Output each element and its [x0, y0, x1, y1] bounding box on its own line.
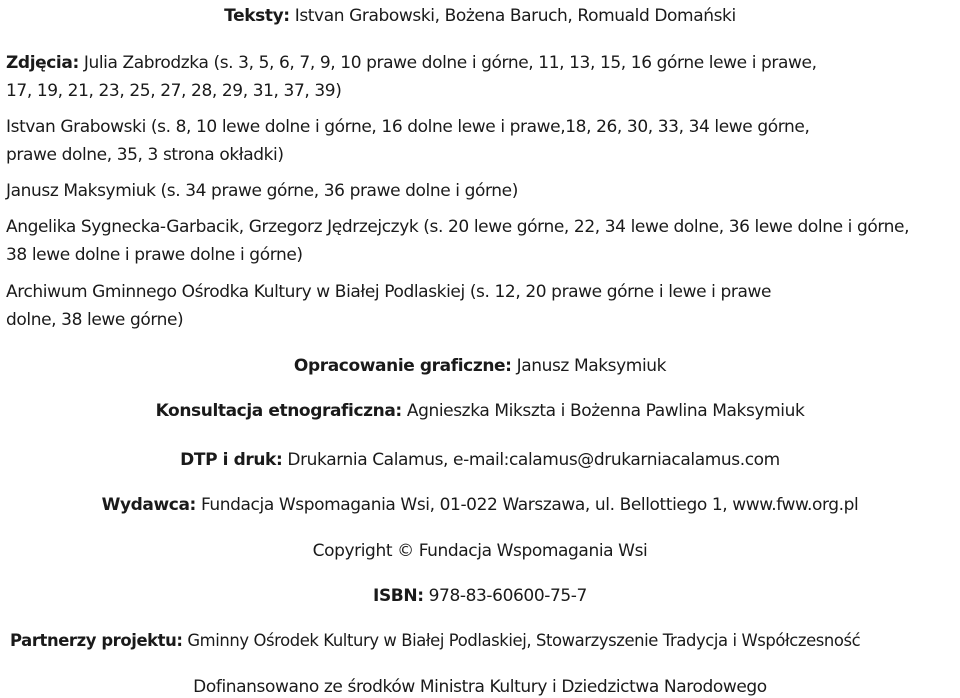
- funding-line: Dofinansowano ze środków Ministra Kultury i Dziedzictwa Narodowego: [193, 677, 767, 697]
- texts-value: Istvan Grabowski, Bożena Baruch, Romuald Domański: [294, 6, 736, 26]
- dtp-print-label: DTP i druk: [180, 450, 276, 470]
- partners-label: Partnerzy projektu: [10, 631, 177, 650]
- texts-label: Teksty: [224, 6, 284, 26]
- isbn-value: 978-83-60600-75-7: [428, 586, 587, 606]
- photos-label: Zdjęcia: [6, 53, 73, 73]
- publisher-value: Fundacja Wspomagania Wsi, 01-022 Warszawa, ul. Bellottiego 1, www.fww.org.pl: [200, 495, 859, 515]
- photos-entry-3-line-1: Janusz Maksymiuk (s. 34 prawe górne, 36 prawe dolne i górne): [6, 181, 518, 201]
- photos-entry-2-line-2: prawe dolne, 35, 3 strona okładki): [6, 145, 284, 165]
- dtp-print-credit: DTP i druk: Drukarnia Calamus, e-mail:calamus@drukarniacalamus.com: [180, 450, 780, 470]
- ethnographic-consultation-credit: Konsultacja etnograficzna: Agnieszka Mikszta i Bożenna Pawlina Maksymiuk: [155, 401, 805, 421]
- graphic-design-value: Janusz Maksymiuk: [516, 356, 667, 376]
- publisher-credit: Wydawca: Fundacja Wspomagania Wsi, 01-022 Warszawa, ul. Bellottiego 1, www.fww.org.pl: [101, 495, 859, 515]
- graphic-design-label: Opracowanie graficzne: [293, 356, 506, 376]
- isbn-label: ISBN: [373, 586, 418, 606]
- photos-entry-4-line-2: 38 lewe dolne i prawe dolne i górne): [6, 245, 303, 265]
- isbn-line: ISBN: 978-83-60600-75-7: [373, 586, 587, 606]
- photos-credit-line-1: Zdjęcia: Julia Zabrodzka (s. 3, 5, 6, 7, 9, 10 prawe dolne i górne, 11, 13, 15, 16 górne lewe i prawe,: [6, 53, 817, 73]
- texts-credit: Teksty: Istvan Grabowski, Bożena Baruch, Romuald Domański: [224, 6, 736, 26]
- ethnographic-consultation-label: Konsultacja etnograficzna: [155, 401, 396, 421]
- dtp-print-value: Drukarnia Calamus, e-mail:calamus@drukarniacalamus.com: [287, 450, 780, 470]
- photos-entry-5-line-2: dolne, 38 lewe górne): [6, 310, 184, 330]
- publisher-label: Wydawca: [101, 495, 190, 515]
- partners-credit: Partnerzy projektu: Gminny Ośrodek Kultury w Białej Podlaskiej, Stowarzyszenie Tradycja i Współczesność: [10, 631, 861, 650]
- photos-entry-5-line-1: Archiwum Gminnego Ośrodka Kultury w Białej Podlaskiej (s. 12, 20 prawe górne i lewe i prawe: [6, 282, 772, 302]
- photos-entry-2-line-1: Istvan Grabowski (s. 8, 10 lewe dolne i górne, 16 dolne lewe i prawe,18, 26, 30, 33, 34 lewe górne,: [6, 117, 810, 137]
- ethnographic-consultation-value: Agnieszka Mikszta i Bożenna Pawlina Maksymiuk: [406, 401, 805, 421]
- graphic-design-credit: Opracowanie graficzne: Janusz Maksymiuk: [293, 356, 667, 376]
- partners-value: Gminny Ośrodek Kultury w Białej Podlaskiej, Stowarzyszenie Tradycja i Współczesność: [187, 631, 861, 650]
- photos-entry-4-line-1: Angelika Sygnecka-Garbacik, Grzegorz Jędrzejczyk (s. 20 lewe górne, 22, 34 lewe dolne, 36 lewe dolne i górne,: [6, 217, 910, 237]
- photos-entry-1-line-2: 17, 19, 21, 23, 25, 27, 28, 29, 31, 37, 39): [6, 81, 342, 101]
- photos-entry-1-line-1: Julia Zabrodzka (s. 3, 5, 6, 7, 9, 10 prawe dolne i górne, 11, 13, 15, 16 górne lewe i prawe,: [83, 53, 817, 73]
- copyright-line: Copyright © Fundacja Wspomagania Wsi: [312, 541, 648, 561]
